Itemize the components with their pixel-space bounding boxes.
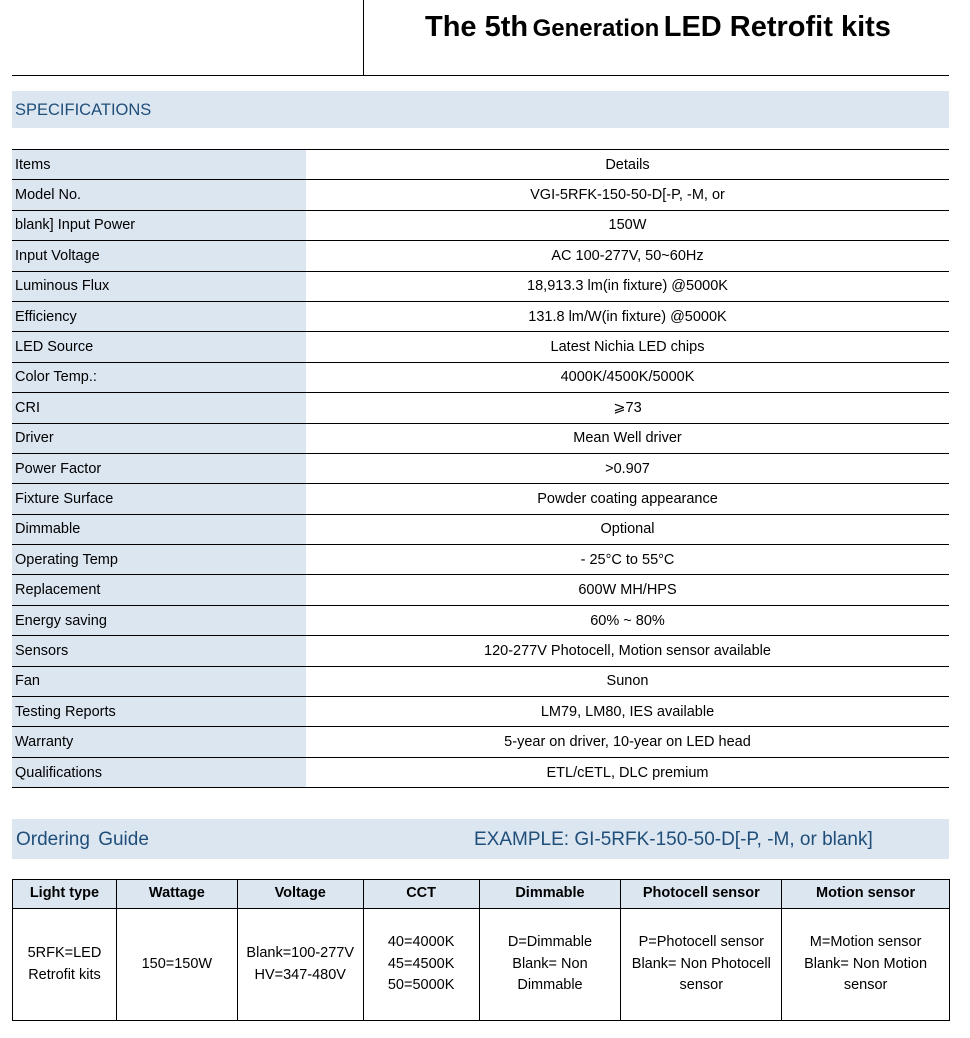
spec-detail: 5-year on driver, 10-year on LED head	[306, 727, 949, 757]
ordering-cell-line: 150=150W	[141, 955, 213, 972]
spec-detail: 150W	[306, 210, 949, 240]
ordering-column-header: Light type	[13, 880, 117, 909]
specifications-heading: SPECIFICATIONS	[15, 101, 152, 119]
spec-detail: Latest Nichia LED chips	[306, 332, 949, 362]
spec-row	[12, 150, 949, 180]
ordering-column-header: Motion sensor	[782, 880, 950, 909]
spec-row	[12, 362, 949, 392]
spec-item: Power Factor	[12, 453, 306, 483]
spec-detail: 18,913.3 lm(in fixture) @5000K	[306, 271, 949, 301]
ordering-cell-line: sensor	[679, 977, 724, 994]
spec-row	[12, 332, 949, 362]
spec-item: Input Voltage	[12, 241, 306, 271]
ordering-cell-line: M=Motion sensor	[809, 934, 922, 951]
spec-detail: >0.907	[306, 453, 949, 483]
spec-row	[12, 484, 949, 514]
ordering-cell	[116, 909, 237, 1021]
spec-detail: 600W MH/HPS	[306, 575, 949, 605]
title-part-1: The 5th	[425, 11, 529, 43]
spec-row	[12, 636, 949, 666]
spec-row	[12, 180, 949, 210]
spec-item: Model No.	[12, 180, 306, 210]
spec-item: LED Source	[12, 332, 306, 362]
spec-item: Operating Temp	[12, 545, 306, 575]
ordering-cell-line: 40=4000K	[387, 934, 455, 951]
spec-detail: ETL/cETL, DLC premium	[306, 757, 949, 787]
specifications-table	[12, 149, 949, 788]
ordering-example: EXAMPLE: GI-5RFK-150-50-D[-P, -M, or blank]	[474, 829, 873, 850]
ordering-cell-line: 45=4500K	[387, 955, 455, 972]
spec-item: Dimmable	[12, 514, 306, 544]
spec-detail: 131.8 lm/W(in fixture) @5000K	[306, 301, 949, 331]
title-part-2: Generation	[532, 15, 660, 42]
spec-row	[12, 605, 949, 635]
spec-row	[12, 271, 949, 301]
ordering-column-header: CCT	[363, 880, 479, 909]
spec-row	[12, 727, 949, 757]
spec-item: Fixture Surface	[12, 484, 306, 514]
spec-detail: 60% ~ 80%	[306, 605, 949, 635]
ordering-table	[12, 879, 950, 1021]
ordering-cell	[237, 909, 363, 1021]
spec-detail: ⩾73	[306, 393, 949, 423]
spec-item: CRI	[12, 393, 306, 423]
spec-row	[12, 757, 949, 787]
spec-detail: VGI-5RFK-150-50-D[-P, -M, or	[306, 180, 949, 210]
spec-row	[12, 423, 949, 453]
spec-item: Fan	[12, 666, 306, 696]
spec-detail: Sunon	[306, 666, 949, 696]
ordering-cell	[782, 909, 950, 1021]
ordering-cell-line: Blank= Non Photocell	[631, 955, 771, 972]
title-part-3: LED Retrofit kits	[663, 11, 891, 43]
ordering-cell	[363, 909, 479, 1021]
specifications-bar	[12, 91, 949, 128]
spec-row	[12, 453, 949, 483]
spec-item: Energy saving	[12, 605, 306, 635]
spec-item: Warranty	[12, 727, 306, 757]
ordering-column-header: Wattage	[116, 880, 237, 909]
spec-detail: AC 100-277V, 50~60Hz	[306, 241, 949, 271]
spec-item: Items	[12, 150, 306, 180]
spec-row	[12, 666, 949, 696]
spec-item: Luminous Flux	[12, 271, 306, 301]
spec-item: Sensors	[12, 636, 306, 666]
ordering-column-header: Photocell sensor	[621, 880, 782, 909]
spec-row	[12, 575, 949, 605]
ordering-cell-line: sensor	[843, 977, 888, 994]
spec-row	[12, 301, 949, 331]
spec-row	[12, 514, 949, 544]
spec-item: Qualifications	[12, 757, 306, 787]
ordering-cell-line: Dimmable	[517, 977, 583, 994]
spec-detail: LM79, LM80, IES available	[306, 697, 949, 727]
ordering-cell-line: P=Photocell sensor	[638, 934, 764, 951]
header	[12, 0, 949, 76]
spec-detail: Details	[306, 150, 949, 180]
spec-item: Replacement	[12, 575, 306, 605]
spec-item: blank] Input Power	[12, 210, 306, 240]
ordering-cell-line: Blank= Non Motion	[804, 955, 928, 972]
spec-row	[12, 241, 949, 271]
spec-item: Testing Reports	[12, 697, 306, 727]
spec-item: Efficiency	[12, 301, 306, 331]
ordering-cell-line: 5RFK=LED	[27, 945, 102, 961]
spec-row	[12, 545, 949, 575]
ordering-cell-line: Retrofit kits	[28, 966, 101, 983]
ordering-cell-line: Blank= Non	[512, 955, 588, 972]
ordering-cell	[13, 909, 117, 1021]
ordering-column-header: Dimmable	[479, 880, 621, 909]
ordering-cell-line: D=Dimmable	[507, 934, 593, 951]
spec-row	[12, 697, 949, 727]
ordering-guide-heading: Ordering Guide	[16, 829, 149, 850]
ordering-column-header: Voltage	[237, 880, 363, 909]
spec-row	[12, 210, 949, 240]
ordering-cell-line: Blank=100-277V	[246, 945, 355, 961]
spec-detail: Powder coating appearance	[306, 484, 949, 514]
ordering-guide-bar	[12, 819, 949, 859]
ordering-cell-line: 50=5000K	[387, 977, 455, 994]
spec-detail: 120-277V Photocell, Motion sensor available	[306, 636, 949, 666]
ordering-cell	[479, 909, 621, 1021]
spec-row	[12, 393, 949, 423]
spec-item: Color Temp.:	[12, 362, 306, 392]
ordering-cell	[621, 909, 782, 1021]
spec-detail: Optional	[306, 514, 949, 544]
spec-detail: 4000K/4500K/5000K	[306, 362, 949, 392]
ordering-cell-line: HV=347-480V	[254, 966, 346, 983]
spec-detail: - 25°C to 55°C	[306, 545, 949, 575]
header-divider	[363, 0, 364, 75]
spec-item: Driver	[12, 423, 306, 453]
spec-detail: Mean Well driver	[306, 423, 949, 453]
page-title	[425, 11, 891, 44]
